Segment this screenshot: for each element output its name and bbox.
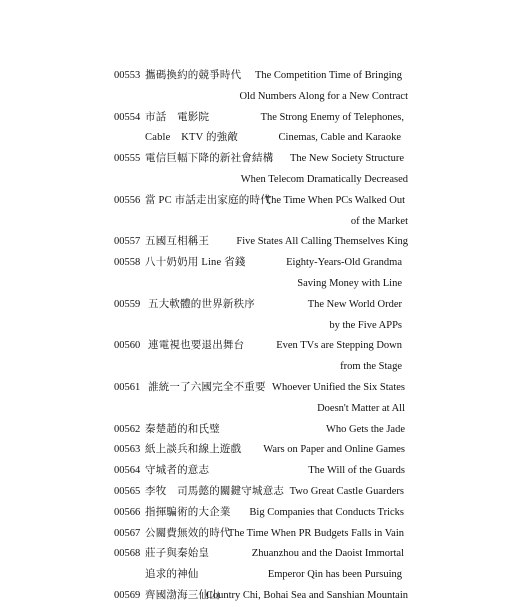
toc-line: [114, 357, 408, 378]
entry-english-title: Country Chi, Bohai Sea and Sanshian Mountain: [205, 589, 408, 601]
entry-chinese-title: 連電視也要退出舞台: [148, 340, 245, 352]
entry-number: 00564: [114, 465, 141, 477]
toc-line: [114, 212, 408, 233]
entry-chinese-title: 公關費無效的時代: [145, 527, 231, 539]
entry-chinese-title: 攜碼換約的競爭時代: [145, 70, 242, 81]
entry-english-title: Whoever Unified the Six States: [272, 381, 405, 393]
entry-english-title: The Will of the Guards: [308, 465, 405, 477]
entry-english-title: Cinemas, Cable and Karaoke: [278, 132, 401, 144]
toc-line: [114, 316, 408, 337]
entry-chinese-title: 莊子與秦始皇: [145, 548, 210, 560]
entry-chinese-title: 當 PC 市話走出家庭的時代: [145, 194, 271, 206]
entry-chinese-title: Cable KTV 的強敵: [145, 132, 239, 144]
toc-line: [114, 87, 408, 108]
entry-number: 00555: [114, 153, 141, 165]
entry-number: 00560: [114, 340, 141, 352]
toc-line: [114, 544, 408, 565]
toc-line: [114, 461, 408, 482]
toc-line: [114, 295, 408, 316]
toc-line: [114, 149, 408, 170]
entry-english-title: from the Stage: [340, 361, 402, 373]
toc-line: [114, 274, 408, 295]
toc-line: [114, 170, 408, 191]
entry-english-title: Five States All Calling Themselves King: [236, 236, 408, 248]
entry-chinese-title: 李牧 司馬懿的關鍵守城意志: [145, 485, 285, 497]
toc-line: [114, 524, 408, 545]
entry-chinese-title: 八十奶奶用 Line 省錢: [145, 257, 246, 269]
entry-english-title: Two Great Castle Guarders: [289, 485, 404, 497]
entry-chinese-title: 追求的神仙: [145, 569, 199, 581]
entry-english-title: Doesn't Matter at All: [317, 402, 405, 414]
entry-number: 00569: [114, 589, 141, 601]
entry-number: 00553: [114, 70, 141, 81]
entry-english-title: Eighty-Years-Old Grandma: [286, 257, 402, 269]
toc-line: [114, 336, 408, 357]
toc-line: [114, 586, 408, 607]
entry-english-title: of the Market: [350, 215, 408, 227]
toc-line: [114, 108, 408, 129]
entry-number: 00558: [114, 257, 141, 269]
entry-number: 00563: [114, 444, 141, 456]
entry-number: 00557: [114, 236, 141, 248]
entry-number: 00554: [114, 111, 141, 123]
entry-chinese-title: 五大軟體的世界新秩序: [148, 298, 255, 310]
entry-english-title: Big Companies that Conducts Tricks: [249, 506, 404, 518]
entry-number: 00561: [114, 381, 141, 393]
entry-english-title: by the Five APPs: [329, 319, 402, 331]
entry-chinese-title: 指揮騙術的大企業: [145, 506, 231, 518]
toc-line: [114, 66, 408, 87]
entry-english-title: Wars on Paper and Online Games: [263, 444, 405, 456]
entry-english-title: The New World Order: [307, 298, 402, 310]
toc-line: [114, 378, 408, 399]
entry-chinese-title: 市話 電影院: [145, 111, 210, 123]
entry-english-title: Old Numbers Along for a New Contract: [239, 90, 408, 102]
toc-line: [114, 440, 408, 461]
entry-english-title: The Strong Enemy of Telephones,: [260, 111, 404, 123]
entry-english-title: Even TVs are Stepping Down: [276, 340, 402, 352]
entry-chinese-title: 守城者的意志: [145, 465, 210, 477]
toc-line: [114, 253, 408, 274]
entry-number: 00567: [114, 527, 141, 539]
entry-english-title: The New Society Structure: [289, 153, 404, 165]
entry-number: 00566: [114, 506, 141, 518]
entry-chinese-title: 齊國渤海三仙山: [145, 589, 220, 601]
toc-line: [114, 565, 408, 586]
entry-chinese-title: 五國互相稱王: [145, 236, 210, 248]
entry-chinese-title: 誰統一了六國完全不重要: [148, 381, 266, 393]
entry-english-title: The Time When PCs Walked Out: [264, 194, 405, 206]
entry-english-title: Who Gets the Jade: [325, 423, 405, 435]
entry-chinese-title: 秦楚趙的和氏璧: [145, 423, 220, 435]
toc-line: [114, 191, 408, 212]
entry-chinese-title: 電信巨幅下降的新社會結構: [145, 153, 274, 165]
toc-line: [114, 503, 408, 524]
toc-line: [114, 399, 408, 420]
entry-number: 00556: [114, 194, 141, 206]
entry-english-title: Zhuanzhou and the Daoist Immortal: [251, 548, 404, 560]
entry-english-title: Saving Money with Line: [297, 277, 402, 289]
entry-english-title: The Time When PR Budgets Falls in Vain: [227, 527, 404, 539]
toc-line: [114, 128, 408, 149]
entry-english-title: The Competition Time of Bringing: [254, 70, 402, 81]
entry-chinese-title: 紙上談兵和線上遊戲: [145, 444, 242, 456]
entry-english-title: When Telecom Dramatically Decreased: [240, 173, 408, 185]
entry-number: 00568: [114, 548, 141, 560]
entry-number: 00559: [114, 298, 141, 310]
toc-line: [114, 420, 408, 441]
toc-line: [114, 232, 408, 253]
entry-english-title: Emperor Qin has been Pursuing: [267, 569, 402, 581]
entry-number: 00565: [114, 485, 141, 497]
table-of-contents: [114, 66, 408, 607]
entry-number: 00562: [114, 423, 141, 435]
